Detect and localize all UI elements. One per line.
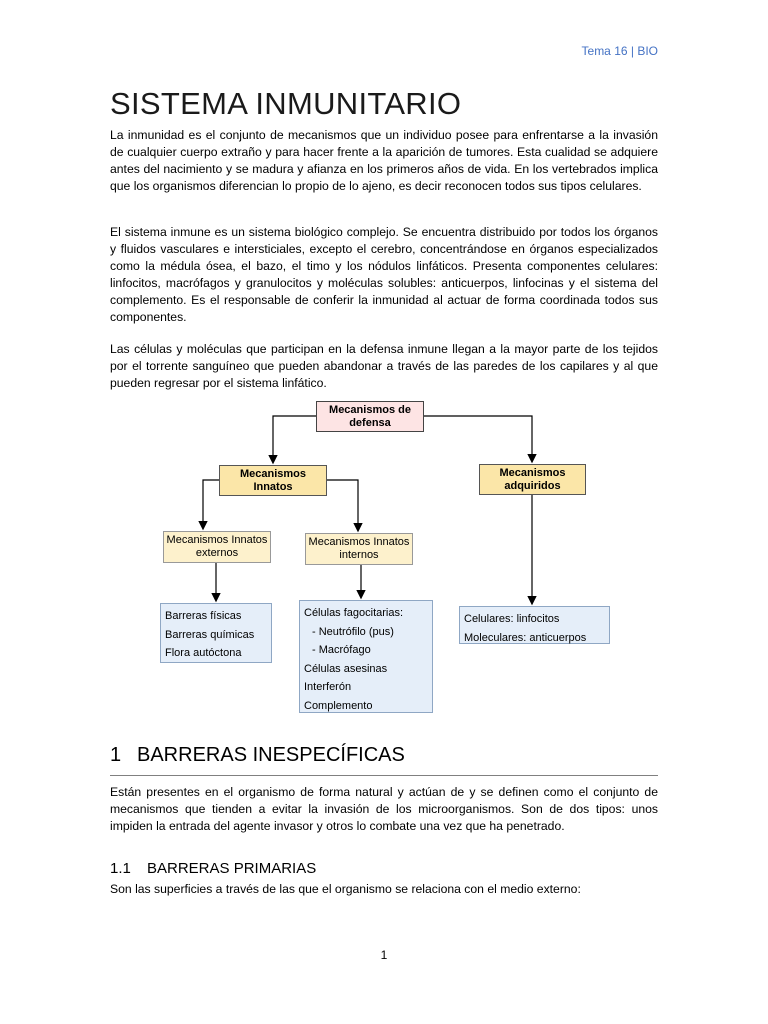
- paragraph-sistema-inmune: El sistema inmune es un sistema biológico complejo. Se encuentra distribuido por todos los órganos y fluidos vasculares e intersticiales, excepto el cerebro, concentrándose en órganos especializados como la médula ósea, el bazo, el timo y los nódulos linfáticos. Presenta componentes celulares: linfocitos, macrófagos y granulocitos y moléculas solubles: anticuerpos, linfocinas y el sistema del complemento. Es el responsable de conferir la inmunidad al actuar de forma coordinada todos sus componentes.: [110, 225, 658, 324]
- list-item: Celulares: linfocitos: [464, 613, 560, 625]
- connector-innatos-externos: [203, 480, 219, 528]
- diagram-list-adquiridos: [459, 606, 610, 644]
- list-item: Flora autóctona: [165, 647, 242, 659]
- list-item: Células asesinas: [304, 662, 388, 675]
- list-item: Moleculares: anticuerpos: [464, 631, 587, 644]
- running-head: Tema 16 | BIO: [581, 44, 658, 58]
- diagram-node-adquiridos: Mecanismos adquiridos: [479, 464, 586, 495]
- paragraph-intro: La inmunidad es el conjunto de mecanismos que un individuo posee para enfrentarse a la invasión de cualquier cuerpo extraño y para hacer frente a la aparición de tumores. Esta cualidad se adquiere antes del nacimiento y se madura y afianza en los primeros años de vida. En los vertebrados implica que los organismos diferencian lo propio de lo ajeno, es decir reconocen todos sus tipos celulares.: [110, 128, 658, 193]
- list-item: Barreras químicas: [165, 628, 255, 641]
- diagram-list-barreras: [160, 603, 272, 663]
- list-item: - Macrófago: [312, 644, 371, 656]
- list-item: Complemento: [304, 699, 373, 712]
- page-number: 1: [380, 948, 388, 962]
- section-heading-1-1: [110, 860, 316, 877]
- diagram-list-celulas: [299, 600, 433, 713]
- list-item: Interferón: [304, 681, 352, 693]
- paragraph-celulas: Las células y moléculas que participan en la defensa inmune llegan a la mayor parte de los tejidos por el torrente sanguíneo que pueden abandonar a través de las paredes de los capilares y al que pueden regresar por el sistema linfático.: [110, 342, 658, 390]
- connector-root-innatos: [273, 416, 316, 462]
- section-number: 1: [110, 744, 122, 766]
- document-title: SISTEMA INMUNITARIO: [110, 86, 462, 121]
- list-item: Células fagocitarias:: [304, 607, 404, 619]
- section-title: BARRERAS INESPECÍFICAS: [137, 744, 405, 766]
- list-item: - Neutrófilo (pus): [312, 625, 394, 638]
- section-title: BARRERAS PRIMARIAS: [147, 860, 317, 877]
- diagram-node-innatos-externos: Mecanismos Innatos externos: [163, 531, 271, 563]
- connector-root-adquiridos: [424, 416, 532, 461]
- section-number: 1.1: [110, 860, 131, 877]
- section-heading-1: [110, 744, 658, 776]
- paragraph-barreras: Están presentes en el organismo de forma natural y actúan de y se definen como el conjunto de mecanismos que tienden a evitar la invasión de los microorganismos. Son de dos tipos: unos impiden la entrada del agente invasor y otros lo combate una vez que ha penetrado.: [110, 785, 658, 833]
- connector-innatos-internos: [327, 480, 358, 530]
- paragraph-primarias: Son las superficies a través de las que el organismo se relaciona con el medio externo:: [110, 882, 581, 896]
- list-item: Barreras físicas: [165, 610, 242, 622]
- diagram-node-innatos-internos: Mecanismos Innatos internos: [305, 533, 413, 565]
- diagram-node-innatos: Mecanismos Innatos: [219, 465, 327, 496]
- diagram-node-root: Mecanismos de defensa: [316, 401, 424, 432]
